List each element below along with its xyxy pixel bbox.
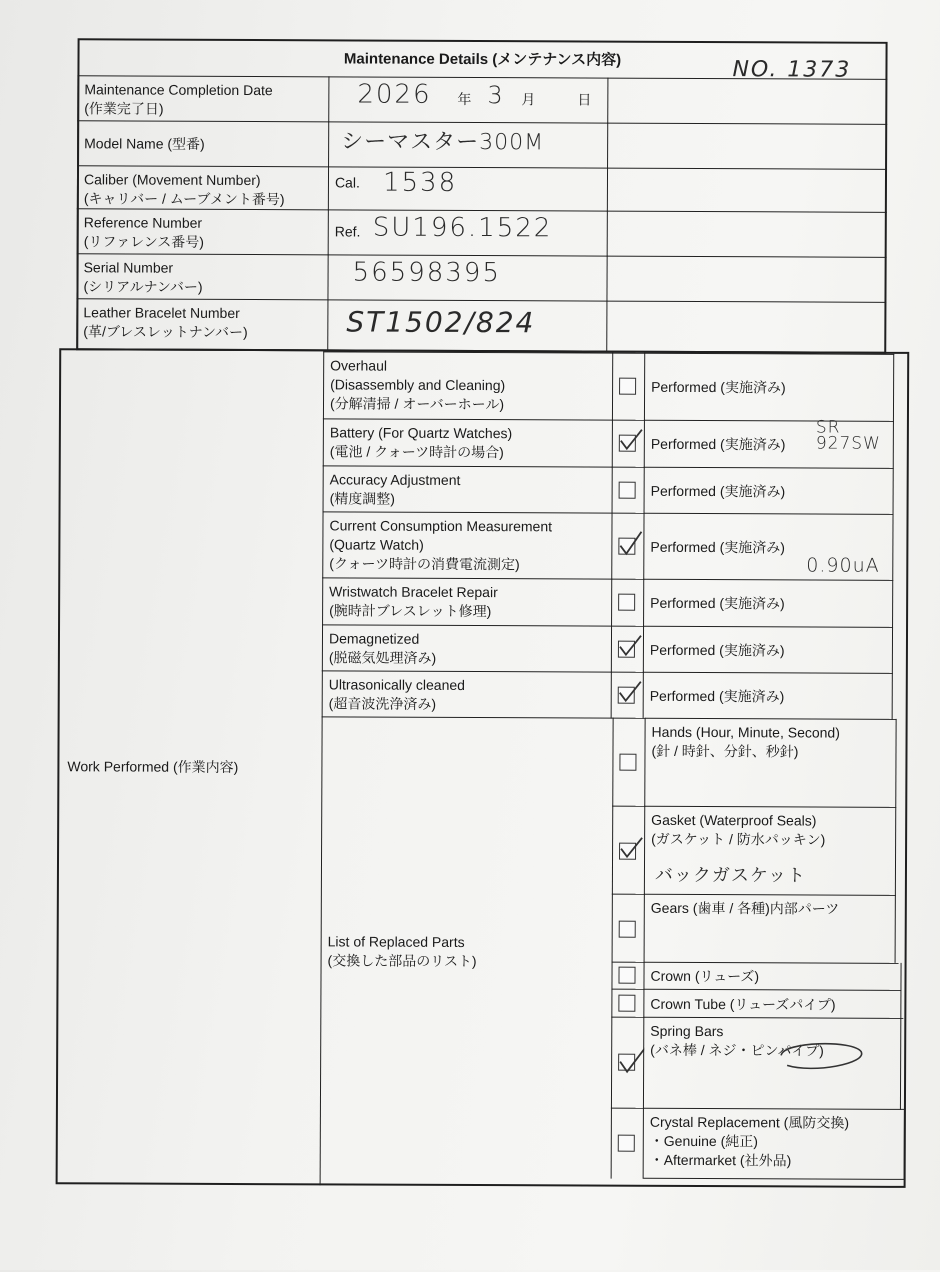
work-row-battery: Battery (For Quartz Watches) (電池 / クォーツ時計の場合) <box>323 418 613 467</box>
reference-value-cell <box>328 209 608 256</box>
bracelet-value: ST1502/824 <box>346 305 536 340</box>
work-check-overhaul <box>612 353 645 421</box>
demagnetized-status: Performed (実施済み) <box>649 641 785 658</box>
caliber-prefix: Cal. <box>334 174 360 191</box>
work-performed-label: Work Performed (作業内容) <box>67 757 239 775</box>
caliber-label: Caliber (Movement Number) (キャリバー / ムーブメント番号) <box>77 165 329 210</box>
reference-value: SU196.1522 <box>372 212 553 244</box>
work-row-demagnetized: Demagnetized (脱磁気処理済み) <box>322 624 612 672</box>
work-row-overhaul: Overhaul (Disassembly and Cleaning) (分解清掃 / オーバーホール) <box>323 351 613 420</box>
form-title: Maintenance Details (メンテナンス内容) <box>343 49 622 69</box>
parts-row-crystal: Crystal Replacement (風防交換) ・Genuine (純正) ・Aftermarket (社外品) <box>643 1108 905 1180</box>
parts-check-crown <box>611 962 644 990</box>
demagnetized-checkbox[interactable] <box>618 641 635 658</box>
crown-tube-checkbox[interactable] <box>618 995 635 1012</box>
serial-extra <box>606 256 886 303</box>
parts-check-gasket <box>612 806 645 895</box>
model-extra <box>607 123 887 170</box>
check-mark-icon <box>617 531 643 557</box>
work-check-current <box>611 513 644 580</box>
parts-row-gears: Gears (歯車 / 各種)内部パーツ <box>644 894 896 964</box>
work-row-current: Current Consumption Measurement (Quartz Watch) (クォーツ時計の消費電流測定) <box>322 511 612 579</box>
work-check-bracelet-repair <box>611 579 644 627</box>
accuracy-checkbox[interactable] <box>619 482 636 499</box>
model-label-cell <box>77 120 329 167</box>
completion-month: 3 <box>487 81 505 110</box>
work-status-ultrasonic <box>643 672 893 720</box>
serial-value: 56598395 <box>352 257 501 289</box>
ultrasonic-status: Performed (実施済み) <box>649 687 785 704</box>
work-row-ultrasonic: Ultrasonically cleaned (超音波洗浄済み) <box>322 670 612 718</box>
completion-date-value <box>328 76 608 123</box>
parts-label-cell <box>320 716 614 1186</box>
model-label: Model Name (型番) <box>84 135 205 152</box>
check-mark-icon <box>617 634 643 658</box>
work-check-battery <box>612 420 645 468</box>
serial-label: Serial Number (シリアルナンバー) <box>76 253 328 300</box>
work-performed-label-cell <box>56 348 325 1185</box>
caliber-value-cell <box>328 166 608 211</box>
parts-check-crown-tube <box>611 989 644 1018</box>
parts-row-spring-bars: Spring Bars (バネ棒 / ネジ・ピンパイプ) <box>643 1017 903 1110</box>
completion-date-extra <box>607 78 887 125</box>
check-mark-icon <box>618 836 644 860</box>
year-unit: 年 <box>457 90 472 108</box>
work-check-ultrasonic <box>611 672 644 719</box>
circle-mark-icon <box>773 1037 873 1075</box>
gasket-note: バックガスケット <box>654 864 807 887</box>
crown-label: Crown (リューズ) <box>650 967 760 985</box>
ultrasonic-checkbox[interactable] <box>618 687 635 704</box>
current-checkbox[interactable] <box>618 538 635 555</box>
current-note: 0.90uA <box>806 554 880 577</box>
parts-row-crown <box>643 962 898 991</box>
month-unit: 月 <box>521 91 536 108</box>
bracelet-extra <box>606 301 886 354</box>
spring-bars-checkbox[interactable] <box>618 1054 635 1071</box>
crystal-checkbox[interactable] <box>618 1135 635 1152</box>
battery-checkbox[interactable] <box>619 435 636 452</box>
parts-row-hands: Hands (Hour, Minute, Second) (針 / 時針、分針、秒針) <box>644 718 896 808</box>
completion-year: 2026 <box>357 79 432 110</box>
reference-extra <box>607 211 887 258</box>
work-row-bracelet-repair: Wristwatch Bracelet Repair (腕時計ブレスレット修理) <box>322 577 612 626</box>
caliber-extra <box>607 168 887 213</box>
reference-prefix: Ref. <box>334 223 361 240</box>
caliber-value: 1538 <box>382 167 458 198</box>
work-status-accuracy <box>644 467 894 515</box>
gears-checkbox[interactable] <box>619 921 636 938</box>
battery-note: SR 927SW <box>815 417 881 454</box>
serial-value-cell <box>327 254 607 301</box>
work-row-accuracy: Accuracy Adjustment (精度調整) <box>323 465 613 513</box>
work-status-overhaul <box>644 353 894 422</box>
parts-row-gasket: Gasket (Waterproof Seals) (ガスケット / 防水パッキン) <box>644 806 896 896</box>
check-mark-icon <box>617 1047 644 1075</box>
bracelet-repair-status: Performed (実施済み) <box>650 594 785 612</box>
work-status-demagnetized <box>643 626 893 674</box>
parts-check-crystal <box>611 1108 644 1179</box>
form-number: NO. 1373 <box>732 57 852 83</box>
overhaul-status: Performed (実施済み) <box>651 378 786 396</box>
crown-checkbox[interactable] <box>618 967 635 984</box>
work-status-bracelet-repair <box>643 579 893 628</box>
bracelet-value-cell <box>327 299 607 352</box>
accuracy-status: Performed (実施済み) <box>650 482 786 499</box>
reference-label: Reference Number (リファレンス番号) <box>77 208 329 255</box>
bracelet-label: Leather Bracelet Number (革/ブレスレットナンバー) <box>76 298 328 351</box>
model-value: シーマスター300M <box>341 129 545 156</box>
parts-check-spring-bars <box>611 1017 644 1109</box>
parts-check-gears <box>612 894 645 963</box>
battery-status: Performed (実施済み) <box>650 435 786 453</box>
crown-tube-label: Crown Tube (リューズパイプ) <box>650 995 836 1013</box>
parts-row-crown-tube <box>643 989 901 1019</box>
gasket-checkbox[interactable] <box>619 843 636 860</box>
work-check-demagnetized <box>611 626 644 673</box>
parts-label: List of Replaced Parts (交換した部品のリスト) <box>327 933 477 970</box>
parts-check-hands <box>612 718 645 807</box>
completion-date-label: Maintenance Completion Date (作業完了日) <box>77 75 329 122</box>
check-mark-icon <box>618 428 644 452</box>
overhaul-checkbox[interactable] <box>619 378 636 395</box>
day-unit: 日 <box>577 91 592 108</box>
model-value-cell <box>328 121 608 168</box>
bracelet-repair-checkbox[interactable] <box>618 594 635 611</box>
hands-checkbox[interactable] <box>619 754 636 771</box>
current-status: Performed (実施済み) <box>650 538 786 555</box>
work-check-accuracy <box>612 467 645 514</box>
check-mark-icon <box>617 680 643 704</box>
